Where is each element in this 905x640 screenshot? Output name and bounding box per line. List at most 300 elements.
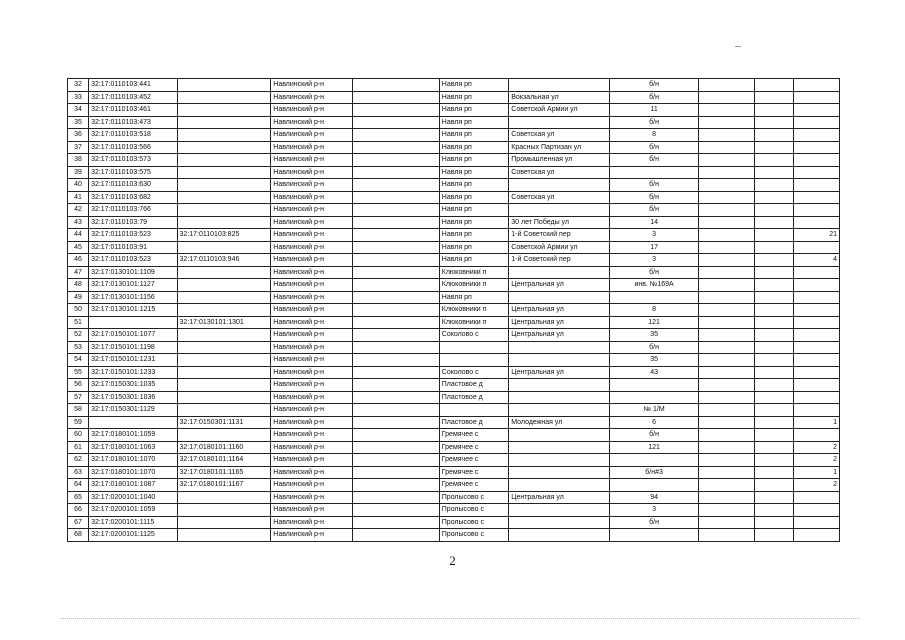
table-row xyxy=(68,316,840,329)
blank-col-c-cell xyxy=(754,241,793,254)
child-cadastral-number-cell xyxy=(177,79,271,92)
blank-col-a-cell xyxy=(353,454,439,467)
child-cadastral-number-cell xyxy=(177,191,271,204)
blank-col-a-cell xyxy=(353,291,439,304)
blank-col-b-cell xyxy=(698,429,754,442)
locality-cell: Навля рп xyxy=(439,291,509,304)
row-number-cell: 53 xyxy=(68,341,89,354)
house-number-cell: б/н xyxy=(610,91,698,104)
blank-col-a-cell xyxy=(353,254,439,267)
cadastral-number-cell: 32:17:0200101:1040 xyxy=(89,491,177,504)
cadastral-number-cell: 32:17:0130101:1156 xyxy=(89,291,177,304)
blank-col-a-cell xyxy=(353,529,439,542)
table-row xyxy=(68,154,840,167)
locality-cell: Соколово с xyxy=(439,329,509,342)
locality-cell: Гремячее с xyxy=(439,466,509,479)
extra-number-cell xyxy=(793,391,839,404)
table-row xyxy=(68,241,840,254)
table-row xyxy=(68,179,840,192)
house-number-cell: 3 xyxy=(610,504,698,517)
blank-col-a-cell xyxy=(353,379,439,392)
table-row xyxy=(68,204,840,217)
blank-col-c-cell xyxy=(754,166,793,179)
blank-col-a-cell xyxy=(353,416,439,429)
house-number-cell xyxy=(610,529,698,542)
table-row xyxy=(68,529,840,542)
district-cell: Навлинский р-н xyxy=(271,129,353,142)
blank-col-b-cell xyxy=(698,266,754,279)
house-number-cell xyxy=(610,454,698,467)
blank-col-a-cell xyxy=(353,504,439,517)
blank-col-b-cell xyxy=(698,204,754,217)
extra-number-cell xyxy=(793,379,839,392)
cadastral-number-cell: 32:17:0180101:1087 xyxy=(89,479,177,492)
locality-cell: Клюковники п xyxy=(439,316,509,329)
street-cell xyxy=(509,391,610,404)
table-row xyxy=(68,379,840,392)
locality-cell xyxy=(439,341,509,354)
blank-col-a-cell xyxy=(353,316,439,329)
district-cell: Навлинский р-н xyxy=(271,391,353,404)
street-cell: Центральная ул xyxy=(509,491,610,504)
blank-col-b-cell xyxy=(698,241,754,254)
blank-col-b-cell xyxy=(698,91,754,104)
child-cadastral-number-cell xyxy=(177,291,271,304)
row-number-cell: 43 xyxy=(68,216,89,229)
extra-number-cell xyxy=(793,491,839,504)
blank-col-b-cell xyxy=(698,216,754,229)
blank-col-b-cell xyxy=(698,304,754,317)
row-number-cell: 44 xyxy=(68,229,89,242)
child-cadastral-number-cell: 32:17:0180101:1160 xyxy=(177,441,271,454)
locality-cell: Навля рп xyxy=(439,229,509,242)
child-cadastral-number-cell: 32:17:0180101:1164 xyxy=(177,454,271,467)
blank-col-c-cell xyxy=(754,354,793,367)
blank-col-b-cell xyxy=(698,529,754,542)
extra-number-cell xyxy=(793,504,839,517)
blank-col-a-cell xyxy=(353,491,439,504)
blank-col-c-cell xyxy=(754,429,793,442)
house-number-cell: 11 xyxy=(610,104,698,117)
table-row xyxy=(68,354,840,367)
property-register-table xyxy=(67,78,840,542)
blank-col-b-cell xyxy=(698,491,754,504)
street-cell: Молодежная ул xyxy=(509,416,610,429)
locality-cell: Навля рп xyxy=(439,179,509,192)
table-row xyxy=(68,304,840,317)
cadastral-number-cell: 32:17:0200101:1125 xyxy=(89,529,177,542)
extra-number-cell xyxy=(793,279,839,292)
row-number-cell: 62 xyxy=(68,454,89,467)
blank-col-a-cell xyxy=(353,304,439,317)
street-cell xyxy=(509,454,610,467)
blank-col-a-cell xyxy=(353,179,439,192)
street-cell xyxy=(509,466,610,479)
blank-col-b-cell xyxy=(698,366,754,379)
house-number-cell: 8 xyxy=(610,304,698,317)
extra-number-cell: 1 xyxy=(793,416,839,429)
blank-col-b-cell xyxy=(698,466,754,479)
cadastral-number-cell: 32:17:0110103:766 xyxy=(89,204,177,217)
blank-col-c-cell xyxy=(754,504,793,517)
locality-cell: Навля рп xyxy=(439,154,509,167)
child-cadastral-number-cell xyxy=(177,166,271,179)
blank-col-c-cell xyxy=(754,366,793,379)
blank-col-c-cell xyxy=(754,141,793,154)
blank-col-a-cell xyxy=(353,204,439,217)
locality-cell: Пролысово с xyxy=(439,491,509,504)
house-number-cell: 35 xyxy=(610,329,698,342)
locality-cell xyxy=(439,404,509,417)
cadastral-number-cell: 32:17:0110103:473 xyxy=(89,116,177,129)
blank-col-b-cell xyxy=(698,179,754,192)
table-row xyxy=(68,279,840,292)
blank-col-c-cell xyxy=(754,104,793,117)
table-row xyxy=(68,479,840,492)
child-cadastral-number-cell xyxy=(177,116,271,129)
house-number-cell: б/н xyxy=(610,191,698,204)
house-number-cell: б/н xyxy=(610,116,698,129)
child-cadastral-number-cell xyxy=(177,329,271,342)
locality-cell: Пролысово с xyxy=(439,516,509,529)
district-cell: Навлинский р-н xyxy=(271,104,353,117)
blank-col-c-cell xyxy=(754,304,793,317)
cadastral-number-cell: 32:17:0110103:682 xyxy=(89,191,177,204)
child-cadastral-number-cell xyxy=(177,429,271,442)
table-row xyxy=(68,516,840,529)
blank-col-c-cell xyxy=(754,179,793,192)
house-number-cell: 121 xyxy=(610,316,698,329)
scan-edge-line xyxy=(60,618,860,619)
blank-col-c-cell xyxy=(754,316,793,329)
district-cell: Навлинский р-н xyxy=(271,229,353,242)
table-row xyxy=(68,454,840,467)
extra-number-cell xyxy=(793,241,839,254)
district-cell: Навлинский р-н xyxy=(271,454,353,467)
street-cell: 30 лет Победы ул xyxy=(509,216,610,229)
blank-col-c-cell xyxy=(754,529,793,542)
house-number-cell: б/н#3 xyxy=(610,466,698,479)
house-number-cell: б/н xyxy=(610,179,698,192)
child-cadastral-number-cell xyxy=(177,366,271,379)
street-cell xyxy=(509,354,610,367)
street-cell: Центральная ул xyxy=(509,279,610,292)
extra-number-cell xyxy=(793,516,839,529)
blank-col-b-cell xyxy=(698,229,754,242)
row-number-cell: 59 xyxy=(68,416,89,429)
street-cell xyxy=(509,529,610,542)
district-cell: Навлинский р-н xyxy=(271,254,353,267)
blank-col-b-cell xyxy=(698,441,754,454)
locality-cell: Пластовое д xyxy=(439,379,509,392)
cadastral-number-cell: 32:17:0150301:1036 xyxy=(89,391,177,404)
district-cell: Навлинский р-н xyxy=(271,379,353,392)
extra-number-cell xyxy=(793,191,839,204)
blank-col-c-cell xyxy=(754,279,793,292)
blank-col-c-cell xyxy=(754,129,793,142)
cadastral-number-cell: 32:17:0150301:1035 xyxy=(89,379,177,392)
row-number-cell: 58 xyxy=(68,404,89,417)
blank-col-a-cell xyxy=(353,154,439,167)
blank-col-c-cell xyxy=(754,516,793,529)
child-cadastral-number-cell xyxy=(177,341,271,354)
house-number-cell: 3 xyxy=(610,229,698,242)
district-cell: Навлинский р-н xyxy=(271,291,353,304)
blank-col-b-cell xyxy=(698,416,754,429)
table-row xyxy=(68,116,840,129)
row-number-cell: 47 xyxy=(68,266,89,279)
street-cell xyxy=(509,179,610,192)
locality-cell: Навля рп xyxy=(439,116,509,129)
table-row xyxy=(68,216,840,229)
locality-cell: Пролысово с xyxy=(439,504,509,517)
cadastral-number-cell: 32:17:0180101:1059 xyxy=(89,429,177,442)
street-cell: Советской Армии ул xyxy=(509,104,610,117)
district-cell: Навлинский р-н xyxy=(271,341,353,354)
table-row xyxy=(68,229,840,242)
blank-col-b-cell xyxy=(698,504,754,517)
cadastral-number-cell: 32:17:0110103:575 xyxy=(89,166,177,179)
street-cell: 1-й Советский пер xyxy=(509,254,610,267)
house-number-cell: 94 xyxy=(610,491,698,504)
district-cell: Навлинский р-н xyxy=(271,241,353,254)
blank-col-c-cell xyxy=(754,379,793,392)
blank-col-b-cell xyxy=(698,141,754,154)
blank-col-c-cell xyxy=(754,116,793,129)
house-number-cell: б/н xyxy=(610,266,698,279)
table-row xyxy=(68,79,840,92)
district-cell: Навлинский р-н xyxy=(271,116,353,129)
locality-cell: Клюковники п xyxy=(439,279,509,292)
page-number: 2 xyxy=(449,553,456,568)
cadastral-number-cell: 32:17:0150101:1233 xyxy=(89,366,177,379)
locality-cell: Навля рп xyxy=(439,216,509,229)
district-cell: Навлинский р-н xyxy=(271,491,353,504)
street-cell: Центральная ул xyxy=(509,304,610,317)
street-cell xyxy=(509,291,610,304)
blank-col-a-cell xyxy=(353,404,439,417)
blank-col-a-cell xyxy=(353,116,439,129)
row-number-cell: 67 xyxy=(68,516,89,529)
row-number-cell: 65 xyxy=(68,491,89,504)
table-row xyxy=(68,416,840,429)
district-cell: Навлинский р-н xyxy=(271,529,353,542)
extra-number-cell xyxy=(793,116,839,129)
street-cell xyxy=(509,479,610,492)
blank-col-b-cell xyxy=(698,79,754,92)
extra-number-cell xyxy=(793,129,839,142)
extra-number-cell xyxy=(793,216,839,229)
district-cell: Навлинский р-н xyxy=(271,329,353,342)
locality-cell: Пластовое д xyxy=(439,416,509,429)
cadastral-number-cell: 32:17:0110103:452 xyxy=(89,91,177,104)
house-number-cell: б/н xyxy=(610,154,698,167)
house-number-cell: № 1/М xyxy=(610,404,698,417)
row-number-cell: 46 xyxy=(68,254,89,267)
house-number-cell: б/н xyxy=(610,516,698,529)
blank-col-c-cell xyxy=(754,204,793,217)
district-cell: Навлинский р-н xyxy=(271,204,353,217)
blank-col-b-cell xyxy=(698,116,754,129)
house-number-cell xyxy=(610,291,698,304)
child-cadastral-number-cell: 32:17:0150301:1131 xyxy=(177,416,271,429)
blank-col-b-cell xyxy=(698,341,754,354)
blank-col-b-cell xyxy=(698,354,754,367)
district-cell: Навлинский р-н xyxy=(271,429,353,442)
row-number-cell: 34 xyxy=(68,104,89,117)
extra-number-cell xyxy=(793,266,839,279)
cadastral-number-cell: 32:17:0110103:573 xyxy=(89,154,177,167)
extra-number-cell xyxy=(793,141,839,154)
row-number-cell: 54 xyxy=(68,354,89,367)
cadastral-number-cell: 32:17:0130101:1127 xyxy=(89,279,177,292)
extra-number-cell xyxy=(793,354,839,367)
extra-number-cell xyxy=(793,304,839,317)
child-cadastral-number-cell xyxy=(177,104,271,117)
locality-cell: Клюковники п xyxy=(439,266,509,279)
extra-number-cell xyxy=(793,166,839,179)
street-cell: Советской Армии ул xyxy=(509,241,610,254)
blank-col-b-cell xyxy=(698,166,754,179)
blank-col-a-cell xyxy=(353,329,439,342)
street-cell: Центральная ул xyxy=(509,316,610,329)
cadastral-number-cell: 32:17:0110103:518 xyxy=(89,129,177,142)
blank-col-c-cell xyxy=(754,229,793,242)
locality-cell: Навля рп xyxy=(439,166,509,179)
house-number-cell xyxy=(610,166,698,179)
cadastral-number-cell: 32:17:0150101:1231 xyxy=(89,354,177,367)
row-number-cell: 50 xyxy=(68,304,89,317)
table-row xyxy=(68,166,840,179)
blank-col-c-cell xyxy=(754,154,793,167)
street-cell xyxy=(509,116,610,129)
blank-col-a-cell xyxy=(353,341,439,354)
blank-col-c-cell xyxy=(754,254,793,267)
child-cadastral-number-cell xyxy=(177,404,271,417)
cadastral-number-cell: 32:17:0200101:1059 xyxy=(89,504,177,517)
blank-col-a-cell xyxy=(353,429,439,442)
table-row xyxy=(68,104,840,117)
cadastral-number-cell: 32:17:0150101:1077 xyxy=(89,329,177,342)
extra-number-cell xyxy=(793,104,839,117)
blank-col-a-cell xyxy=(353,391,439,404)
district-cell: Навлинский р-н xyxy=(271,504,353,517)
blank-col-a-cell xyxy=(353,216,439,229)
street-cell xyxy=(509,379,610,392)
blank-col-b-cell xyxy=(698,454,754,467)
street-cell xyxy=(509,266,610,279)
street-cell xyxy=(509,204,610,217)
locality-cell: Клюковники п xyxy=(439,304,509,317)
locality-cell: Навля рп xyxy=(439,129,509,142)
row-number-cell: 32 xyxy=(68,79,89,92)
child-cadastral-number-cell xyxy=(177,391,271,404)
locality-cell: Навля рп xyxy=(439,254,509,267)
blank-col-a-cell xyxy=(353,466,439,479)
table-row xyxy=(68,404,840,417)
row-number-cell: 55 xyxy=(68,366,89,379)
blank-col-c-cell xyxy=(754,491,793,504)
blank-col-c-cell xyxy=(754,91,793,104)
child-cadastral-number-cell xyxy=(177,141,271,154)
district-cell: Навлинский р-н xyxy=(271,479,353,492)
child-cadastral-number-cell: 32:17:0180101:1167 xyxy=(177,479,271,492)
blank-col-a-cell xyxy=(353,166,439,179)
district-cell: Навлинский р-н xyxy=(271,354,353,367)
blank-col-a-cell xyxy=(353,129,439,142)
table-row xyxy=(68,266,840,279)
cadastral-number-cell: 32:17:0180101:1070 xyxy=(89,466,177,479)
extra-number-cell xyxy=(793,179,839,192)
locality-cell: Соколово с xyxy=(439,366,509,379)
extra-number-cell xyxy=(793,429,839,442)
blank-col-c-cell xyxy=(754,191,793,204)
row-number-cell: 41 xyxy=(68,191,89,204)
district-cell: Навлинский р-н xyxy=(271,154,353,167)
blank-col-a-cell xyxy=(353,141,439,154)
row-number-cell: 37 xyxy=(68,141,89,154)
district-cell: Навлинский р-н xyxy=(271,404,353,417)
street-cell xyxy=(509,441,610,454)
row-number-cell: 38 xyxy=(68,154,89,167)
extra-number-cell: 4 xyxy=(793,254,839,267)
blank-col-b-cell xyxy=(698,129,754,142)
row-number-cell: 68 xyxy=(68,529,89,542)
blank-col-a-cell xyxy=(353,79,439,92)
blank-col-c-cell xyxy=(754,291,793,304)
extra-number-cell xyxy=(793,154,839,167)
child-cadastral-number-cell xyxy=(177,241,271,254)
blank-col-c-cell xyxy=(754,466,793,479)
street-cell: Промышленная ул xyxy=(509,154,610,167)
extra-number-cell xyxy=(793,529,839,542)
child-cadastral-number-cell xyxy=(177,279,271,292)
row-number-cell: 57 xyxy=(68,391,89,404)
blank-col-a-cell xyxy=(353,266,439,279)
house-number-cell: 8 xyxy=(610,129,698,142)
house-number-cell: б/н xyxy=(610,429,698,442)
blank-col-a-cell xyxy=(353,479,439,492)
house-number-cell: б/н xyxy=(610,341,698,354)
child-cadastral-number-cell: 32:17:0110103:825 xyxy=(177,229,271,242)
child-cadastral-number-cell xyxy=(177,491,271,504)
locality-cell: Гремячее с xyxy=(439,441,509,454)
child-cadastral-number-cell xyxy=(177,529,271,542)
row-number-cell: 45 xyxy=(68,241,89,254)
blank-col-b-cell xyxy=(698,391,754,404)
house-number-cell xyxy=(610,391,698,404)
row-number-cell: 56 xyxy=(68,379,89,392)
table-row xyxy=(68,391,840,404)
locality-cell: Навля рп xyxy=(439,91,509,104)
extra-number-cell xyxy=(793,366,839,379)
district-cell: Навлинский р-н xyxy=(271,516,353,529)
row-number-cell: 42 xyxy=(68,204,89,217)
extra-number-cell: 2 xyxy=(793,454,839,467)
row-number-cell: 61 xyxy=(68,441,89,454)
district-cell: Навлинский р-н xyxy=(271,266,353,279)
blank-col-a-cell xyxy=(353,441,439,454)
cadastral-number-cell: 32:17:0110103:79 xyxy=(89,216,177,229)
row-number-cell: 63 xyxy=(68,466,89,479)
cadastral-number-cell: 32:17:0150301:1129 xyxy=(89,404,177,417)
row-number-cell: 51 xyxy=(68,316,89,329)
row-number-cell: 36 xyxy=(68,129,89,142)
blank-col-a-cell xyxy=(353,241,439,254)
district-cell: Навлинский р-н xyxy=(271,79,353,92)
blank-col-b-cell xyxy=(698,329,754,342)
child-cadastral-number-cell xyxy=(177,304,271,317)
